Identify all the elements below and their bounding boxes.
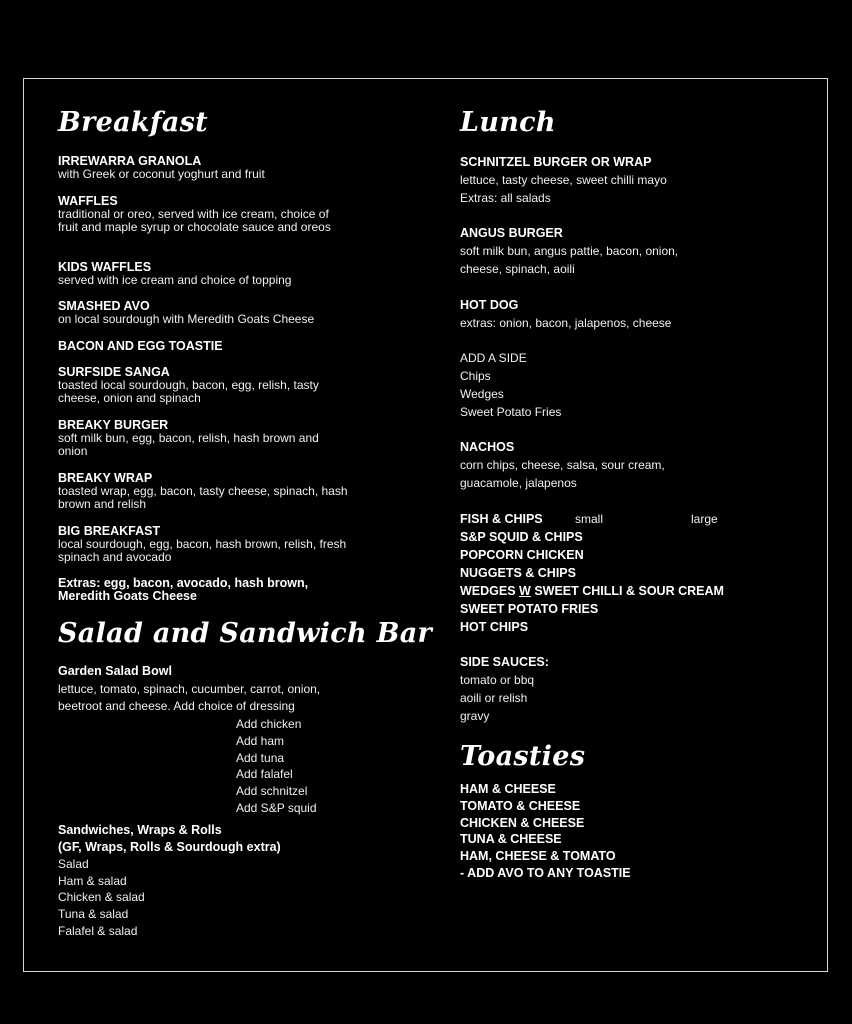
item-name: IRREWARRA GRANOLA [58,154,202,168]
item-desc: traditional or oreo, served with ice cream, choice of fruit and maple syrup or chocolate sauce and oreos [58,207,331,235]
item-desc: toasted local sourdough, bacon, egg, relish, tasty cheese, onion and spinach [58,378,319,406]
item-desc: with Greek or coconut yoghurt and fruit [58,167,265,181]
fried-item: SWEET POTATO FRIES [460,602,599,616]
toastie-item: - ADD AVO TO ANY TOASTIE [460,866,631,880]
size-large-label: large [691,512,718,526]
addon-item: Add chicken [236,717,302,731]
item-name: SMASHED AVO [58,299,150,313]
menu-item [58,340,348,353]
sandwich-item: Falafel & salad [58,924,138,938]
breakfast-extras [58,577,348,603]
wedges-suffix: SWEET CHILLI & SOUR CREAM [530,584,724,598]
addon-item: Add S&P squid [236,801,317,815]
item-name: BREAKY WRAP [58,471,153,485]
toastie-item: HAM & CHEESE [460,782,556,796]
item-name: BIG BREAKFAST [58,524,161,538]
item-name: BREAKY BURGER [58,418,169,432]
breakfast-heading: Breakfast [58,107,208,138]
toastie-item: HAM, CHEESE & TOMATO [460,849,616,863]
item-name: Garden Salad Bowl [58,664,172,678]
item-name: KIDS WAFFLES [58,260,152,274]
toastie-item: TOMATO & CHEESE [460,799,581,813]
item-desc: soft milk bun, angus pattie, bacon, onion, [460,244,679,258]
side-item: Sweet Potato Fries [460,405,562,419]
fried-item: NUGGETS & CHIPS [460,566,576,580]
addon-item: Add ham [236,734,285,748]
item-desc: cheese, spinach, aoili [460,262,575,276]
toastie-item: CHICKEN & CHEESE [460,816,585,830]
item-name: HOT DOG [460,298,519,312]
menu-item [58,525,348,564]
sauces-title: SIDE SAUCES: [460,655,549,669]
item-name: WAFFLES [58,194,118,208]
sauce-item: aoili or relish [460,691,528,705]
item-desc: served with ice cream and choice of topping [58,273,292,287]
menu-item [58,300,348,326]
menu-item [58,419,348,458]
wedges-prefix: WEDGES [460,584,520,598]
sandwich-title: Sandwiches, Wraps & Rolls [58,823,222,837]
size-small-label: small [575,512,604,526]
item-name: NACHOS [460,440,515,454]
sandwich-note: (GF, Wraps, Rolls & Sourdough extra) [58,840,281,854]
menu-item [58,366,348,405]
item-name: BACON AND EGG TOASTIE [58,339,223,353]
toastie-item: TUNA & CHEESE [460,832,562,846]
item-desc: on local sourdough with Meredith Goats Cheese [58,312,315,326]
side-title: ADD A SIDE [460,351,527,365]
wedges-item [460,584,724,598]
sandwich-item: Chicken & salad [58,890,145,904]
addon-item: Add tuna [236,751,285,765]
lunch-heading: Lunch [460,107,556,138]
menu-item [58,472,348,511]
item-desc: soft milk bun, egg, bacon, relish, hash brown and onion [58,431,319,459]
fried-item: POPCORN CHICKEN [460,548,584,562]
side-item: Wedges [460,387,504,401]
item-desc: guacamole, jalapenos [460,476,577,490]
sandwich-item: Tuna & salad [58,907,129,921]
toasties-heading: Toasties [460,741,586,772]
menu-item [58,195,348,234]
item-desc: toasted wrap, egg, bacon, tasty cheese, spinach, hash brown and relish [58,484,348,512]
item-desc: extras: onion, bacon, jalapenos, cheese [460,316,672,330]
item-name: SCHNITZEL BURGER OR WRAP [460,155,652,169]
item-desc: lettuce, tasty cheese, sweet chilli mayo [460,173,667,187]
sandwich-item: Salad [58,857,89,871]
item-desc: lettuce, tomato, spinach, cucumber, carrot, onion, beetroot and cheese. Add choice of dressing [58,682,321,713]
item-name: SURFSIDE SANGA [58,365,170,379]
item-name: ANGUS BURGER [460,226,563,240]
side-item: Chips [460,369,491,383]
menu-item [58,155,348,181]
addon-item: Add schnitzel [236,784,308,798]
sandwich-item: Ham & salad [58,874,127,888]
item-extras: Extras: all salads [460,191,551,205]
item-desc: corn chips, cheese, salsa, sour cream, [460,458,665,472]
fried-item: HOT CHIPS [460,620,529,634]
item-name: FISH & CHIPS [460,512,543,526]
addon-item: Add falafel [236,767,293,781]
menu-item [58,261,348,287]
fried-item: S&P SQUID & CHIPS [460,530,583,544]
sauce-item: tomato or bbq [460,673,535,687]
sauce-item: gravy [460,709,490,723]
salad-bar-heading: Salad and Sandwich Bar [58,618,433,649]
extras-line: Meredith Goats Cheese [58,589,197,603]
extras-line: Extras: egg, bacon, avocado, hash brown, [58,576,309,590]
wedges-w: W [519,584,531,598]
item-desc: local sourdough, egg, bacon, hash brown, relish, fresh spinach and avocado [58,537,347,565]
garden-salad [58,665,348,715]
